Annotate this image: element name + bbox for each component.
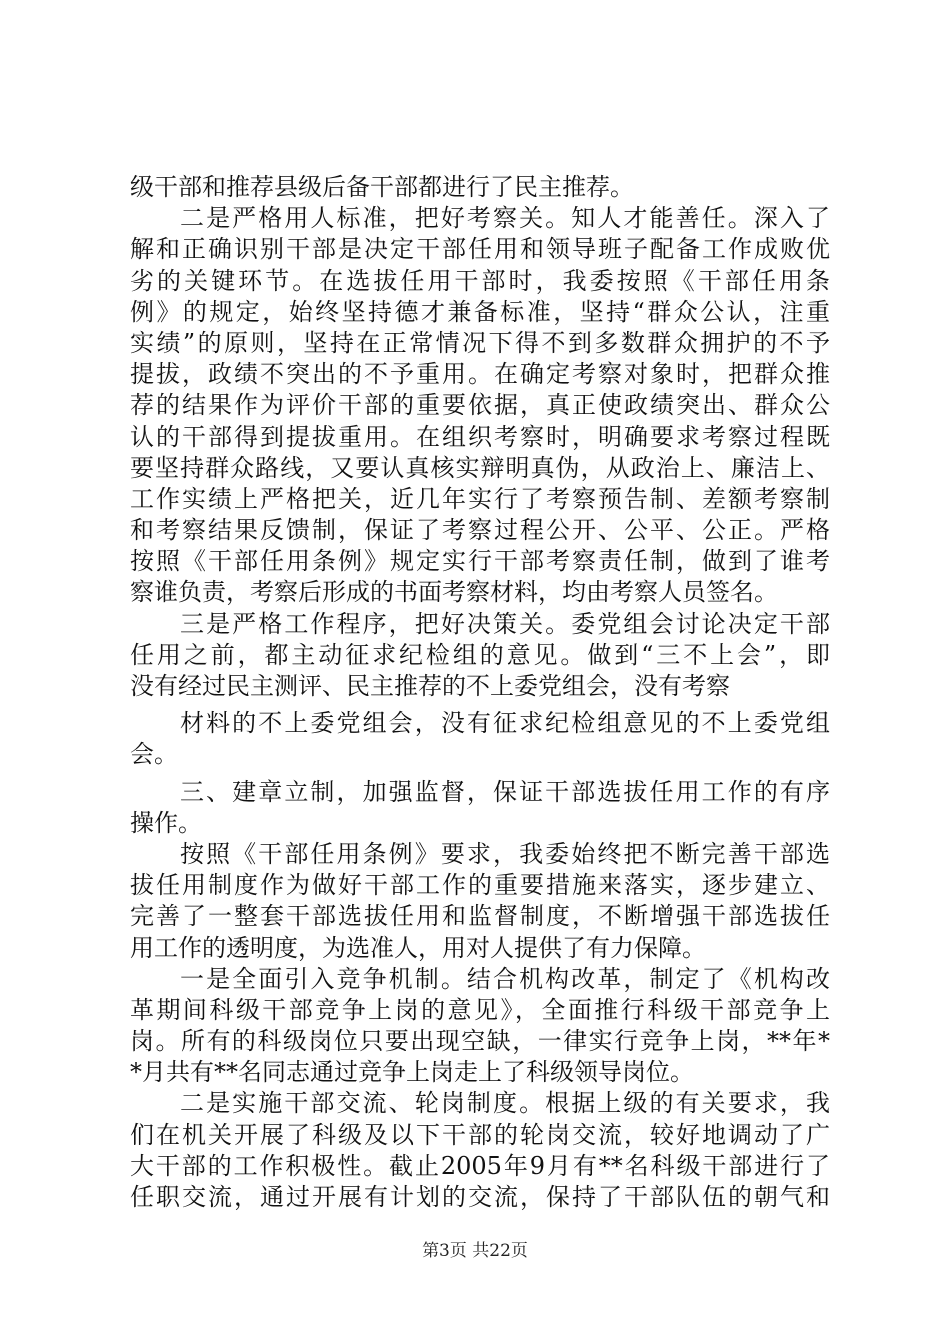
text-line: 革期间科级干部竞争上岗的意见》，全面推行科级干部竞争上	[130, 995, 830, 1024]
paragraph-start-line: 材料的不上委党组会，没有征求纪检组意见的不上委党组	[180, 709, 830, 738]
text-line: 用工作的透明度，为选准人，用对人提供了有力保障。	[130, 933, 706, 962]
text-line: 例》的规定，始终坚持德才兼备标准，坚持“群众公认，注重	[130, 297, 830, 326]
text-line: 大干部的工作积极性。截止2005年9月有**名科级干部进行了	[130, 1151, 830, 1180]
text-line: 劣的关键环节。在选拔任用干部时，我委按照《干部任用条	[130, 266, 830, 295]
paragraph-start-line: 按照《干部任用条例》要求，我委始终把不断完善干部选	[180, 839, 830, 868]
text-line: 按照《干部任用条例》规定实行干部考察责任制，做到了谁考	[130, 547, 830, 576]
text-line: 提拔，政绩不突出的不予重用。在确定考察对象时，把群众推	[130, 360, 830, 389]
text-line: 岗。所有的科级岗位只要出现空缺，一律实行竞争上岗，**年*	[130, 1027, 830, 1056]
page-number-footer: 第3页 共22页	[422, 1241, 528, 1261]
paragraph-start-line: 三是严格工作程序，把好决策关。委党组会讨论决定干部	[180, 609, 830, 638]
text-line: 完善了一整套干部选拔任用和监督制度，不断增强干部选拔任	[130, 902, 830, 931]
text-line: 任职交流，通过开展有计划的交流，保持了干部队伍的朝气和	[130, 1183, 830, 1211]
text-line: 认的干部得到提拔重用。在组织考察时，明确要求考察过程既	[130, 422, 830, 451]
text-line: 没有经过民主测评、民主推荐的不上委党组会，没有考察	[130, 672, 730, 700]
section-heading-line: 三、建章立制，加强监督，保证干部选拔任用工作的有序	[180, 777, 830, 806]
text-line: 任用之前，都主动征求纪检组的意见。做到“三不上会”，即	[130, 640, 830, 669]
text-line: 荐的结果作为评价干部的重要依据，真正使政绩突出、群众公	[130, 391, 830, 420]
paragraph-start-line: 二是实施干部交流、轮岗制度。根据上级的有关要求，我	[180, 1089, 830, 1118]
document-body	[130, 172, 830, 1213]
text-line: 拔任用制度作为做好干部工作的重要措施来落实，逐步建立、	[130, 871, 830, 900]
text-line: 级干部和推荐县级后备干部都进行了民主推荐。	[130, 173, 634, 201]
text-line: 和考察结果反馈制，保证了考察过程公开、公平、公正。严格	[130, 516, 830, 545]
section-heading-line: 操作。	[130, 808, 202, 837]
text-line: 要坚持群众路线，又要认真核实辩明真伪，从政治上、廉洁上、	[130, 453, 830, 482]
paragraph-start-line: 一是全面引入竞争机制。结合机构改革，制定了《机构改	[180, 964, 830, 993]
paragraph-start-line: 二是严格用人标准，把好考察关。知人才能善任。深入了	[180, 204, 830, 233]
text-line: 工作实绩上严格把关，近几年实行了考察预告制、差额考察制	[130, 484, 830, 513]
text-line: 们在机关开展了科级及以下干部的轮岗交流，较好地调动了广	[130, 1120, 830, 1149]
text-line: 实绩”的原则，坚持在正常情况下得不到多数群众拥护的不予	[130, 328, 830, 357]
text-line: 会。	[130, 740, 178, 769]
text-line: *月共有**名同志通过竞争上岗走上了科级领导岗位。	[130, 1058, 694, 1087]
text-line: 解和正确识别干部是决定干部任用和领导班子配备工作成败优	[130, 235, 830, 264]
text-line: 察谁负责，考察后形成的书面考察材料，均由考察人员签名。	[130, 578, 778, 607]
